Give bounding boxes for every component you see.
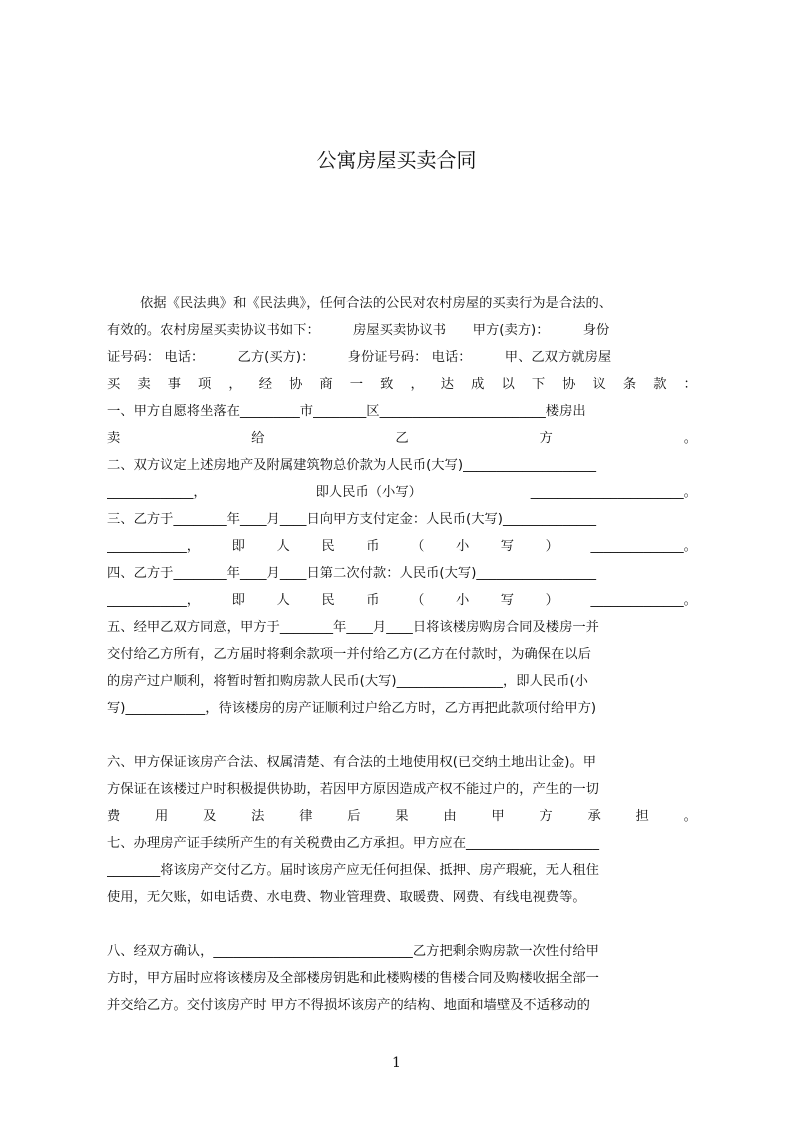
text-token: 下 <box>531 376 546 392</box>
text-line: 依据《民法典》和《民法典》，任何合法的公民对农村房屋的买卖行为是合法的、 <box>140 295 613 311</box>
text-line: 一、甲方自愿将坐落在_________市________区_________________________楼房出 <box>107 403 586 419</box>
text-line <box>107 802 697 826</box>
text-token: ， <box>228 376 242 392</box>
text-token: 由 <box>443 808 457 824</box>
text-token: 即 <box>231 592 245 608</box>
text-token: 方 <box>539 430 553 446</box>
text-token: ， <box>410 376 424 392</box>
text-token: 商 <box>319 376 333 392</box>
text-token: ： <box>683 376 697 392</box>
text-line: 方保证在该楼过户时积极提供协助，若因甲方原因造成产权不能过户的，产生的一切 <box>107 781 599 797</box>
text-token: ____________， <box>107 592 201 608</box>
text-line <box>107 424 697 448</box>
text-line: ________将该房产交付乙方。届时该房产应无任何担保、抵押、房产瑕疵，无人租住 <box>107 862 599 878</box>
text-token: ______________。 <box>590 592 697 608</box>
text-line: 交付给乙方所有，乙方届时将剩余款项一并付给乙方(乙方在付款时，为确保在以后 <box>107 646 591 662</box>
text-line: 六、甲方保证该房产合法、权属清楚、有合法的土地使用权(已交纳土地出让金)。甲 <box>107 754 597 770</box>
text-line: 七、办理房产证手续所产生的有关税费由乙方承担。甲方应在____________________ <box>107 835 599 851</box>
text-line: 并交给乙方。交付该房产时 甲方不得损坏该房产的结构、地面和墙壁及不适移动的 <box>107 997 590 1013</box>
text-token: 法 <box>251 808 265 824</box>
text-token: 果 <box>395 808 409 824</box>
text-token: 协 <box>289 376 303 392</box>
text-token: ） <box>545 538 559 554</box>
text-token: 担 <box>635 808 649 824</box>
text-token: 经 <box>258 376 273 392</box>
text-line <box>107 370 697 394</box>
text-token: 小 <box>455 538 470 554</box>
text-line: 三、乙方于________年____月____日向甲方支付定金：人民币(大写)______________ <box>107 511 597 527</box>
text-line: 四、乙方于________年____月____日第二次付款：人民币(大写)__________________ <box>107 565 597 581</box>
text-token: 即 <box>231 538 245 554</box>
text-token: 卖 <box>137 376 151 392</box>
text-token: ______________。 <box>590 538 697 554</box>
text-token: 甲 <box>491 808 505 824</box>
text-token: （ <box>411 592 425 608</box>
text-token: 即人民币（小写） <box>315 484 422 500</box>
text-line: 方时，甲方届时应将该楼房及全部楼房钥匙和此楼购楼的售楼合同及购楼收据全部一 <box>107 970 599 986</box>
text-line <box>107 586 697 610</box>
text-token: 及 <box>203 808 217 824</box>
text-token: 人 <box>276 592 290 608</box>
text-token: ____________， <box>107 538 201 554</box>
page-number: 1 <box>392 1055 401 1071</box>
text-token: 致 <box>380 376 394 392</box>
text-token: _____________， <box>107 484 207 500</box>
text-token: 用 <box>155 808 169 824</box>
text-token: 给 <box>251 430 265 446</box>
text-token: （ <box>411 538 425 554</box>
text-line: 使用，无欠账，如电话费、水电费、物业管理费、取暖费、网费、有线电视费等。 <box>107 889 586 905</box>
text-line: 五、经甲乙双方同意，甲方于________年____月____日将该楼房购房合同及楼房一并 <box>107 619 599 635</box>
text-token: 卖 <box>107 430 121 446</box>
text-token: 一 <box>349 376 364 392</box>
text-token: 事 <box>167 376 181 392</box>
text-line <box>107 478 697 502</box>
text-token: 人 <box>276 538 290 554</box>
text-token: 后 <box>347 808 361 824</box>
text-token: 款 <box>653 376 667 392</box>
text-token: 乙 <box>395 430 409 446</box>
text-token: 承 <box>587 808 601 824</box>
text-token: ） <box>545 592 559 608</box>
text-token: 方 <box>539 808 553 824</box>
document-title: 公寓房屋买卖合同 <box>316 148 477 172</box>
text-token: 费 <box>107 808 121 824</box>
text-token: 买 <box>107 376 121 392</box>
text-token: 律 <box>299 808 313 824</box>
text-token: 议 <box>592 376 606 392</box>
text-line: 有效的。农村房屋买卖协议书如下： 房屋买卖协议书 甲方(卖方)： 身份 <box>107 322 610 338</box>
text-token: 。 <box>683 430 697 446</box>
text-token: 写 <box>500 538 515 554</box>
text-line <box>107 532 697 556</box>
text-token: 以 <box>501 376 515 392</box>
text-line: 证号码： 电话： 乙方(买方)： 身份证号码： 电话： 甲、乙双方就房屋 <box>107 349 612 365</box>
text-token: 民 <box>321 538 335 554</box>
text-token: 民 <box>321 592 335 608</box>
text-token: 成 <box>471 376 485 392</box>
text-token: 币 <box>366 538 380 554</box>
text-token: 项 <box>198 376 212 392</box>
text-line: 八、经双方确认，______________________________乙方把剩余购房款一次性付给甲 <box>107 943 599 959</box>
text-token: 小 <box>455 592 470 608</box>
text-token: 。 <box>683 808 697 824</box>
text-line: 的房产过户顺利，将暂时暂扣购房款人民币(大写)________________，即人民币(小 <box>107 673 588 689</box>
text-line: 二、双方议定上述房地产及附属建筑物总价款为人民币(大写)____________________ <box>107 457 597 473</box>
text-token: 条 <box>622 376 637 392</box>
text-token: 币 <box>366 592 380 608</box>
text-token: 写 <box>500 592 515 608</box>
text-line: 写)____________，待该楼房的房产证顺利过户给乙方时，乙方再把此款项付给甲方) <box>107 700 597 716</box>
text-token: 达 <box>440 376 455 392</box>
text-token: _______________________。 <box>530 484 697 500</box>
text-token: 协 <box>562 376 576 392</box>
